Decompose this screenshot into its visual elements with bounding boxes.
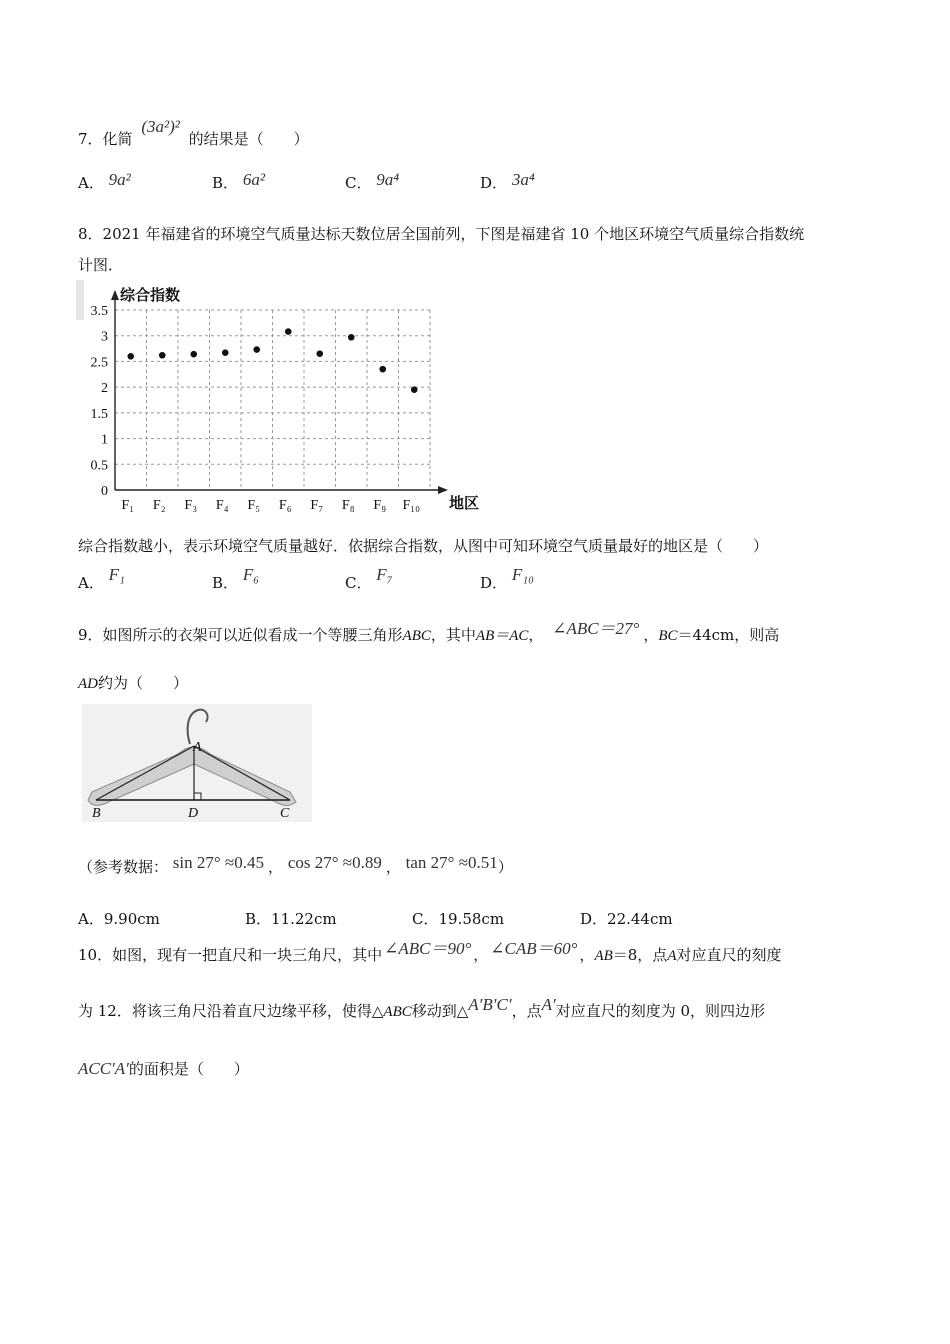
q10-stem-line1: 10．如图，现有一把直尺和一块三角尺，其中 ∠ABC＝90° ， ∠CAB＝60° ，AB＝8，点A对应直尺的刻度 <box>78 939 782 964</box>
scan-edge <box>76 280 84 320</box>
data-point <box>348 334 355 341</box>
data-point <box>316 350 323 357</box>
q7-option-a[interactable]: A． 9a² <box>78 170 131 192</box>
label-b: B <box>92 806 101 821</box>
q7-option-c[interactable]: C． 9a⁴ <box>345 170 400 192</box>
y-tick-label: 2 <box>101 381 108 397</box>
x-tick-label: F₁₀ <box>402 498 421 513</box>
q7-option-b[interactable]: B． 6a² <box>212 170 265 192</box>
label-a: A <box>193 740 202 755</box>
x-tick-label: F₁ <box>121 498 135 513</box>
y-tick-label: 0.5 <box>90 458 108 474</box>
x-tick-label: F₉ <box>373 498 387 513</box>
data-point <box>190 351 197 358</box>
y-tick-label: 0 <box>101 484 108 499</box>
data-point <box>222 349 229 356</box>
x-axis-arrow <box>438 486 448 494</box>
data-point <box>379 366 386 373</box>
q7-option-d[interactable]: D． 3a⁴ <box>480 170 535 192</box>
q10-stem-line2: 为 12．将该三角尺沿着直尺边缘平移，使得△ABC移动到△A′B′C′，点A′对应直尺的刻度为 0，则四边形 <box>78 995 766 1020</box>
y-tick-label: 2.5 <box>90 355 108 371</box>
data-point <box>159 352 166 359</box>
x-tick-label: F₅ <box>247 498 261 513</box>
chart-yticks <box>91 304 109 499</box>
q9-option-c[interactable]: C．19.58cm <box>412 910 505 928</box>
q7-stem: 7．化简 (3a²)² 的结果是（ ） <box>78 117 309 148</box>
q9-angle: ∠ABC＝27° <box>552 619 640 638</box>
q8-option-a[interactable]: A． F₁ <box>78 565 125 592</box>
q8-option-c[interactable]: C． F₇ <box>345 565 393 592</box>
q9-option-a[interactable]: A．9.90cm <box>78 910 160 928</box>
q9-reference-data: （参考数据： sin 27° ≈0.45 ， cos 27° ≈0.89 ， tan 27° ≈0.51） <box>78 853 513 876</box>
q8-stem-line2: 计图． <box>78 256 124 274</box>
x-tick-label: F₇ <box>310 498 324 513</box>
q8-option-d[interactable]: D． F₁₀ <box>480 565 535 592</box>
chart-xticks <box>121 498 420 513</box>
q9-stem-line2: AD约为（ ） <box>78 674 189 692</box>
label-d: D <box>188 806 199 821</box>
y-tick-label: 1 <box>101 432 108 448</box>
data-point <box>411 386 418 393</box>
x-tick-label: F₆ <box>278 498 292 513</box>
hanger-figure <box>82 704 312 822</box>
x-tick-label: F₃ <box>184 498 198 513</box>
q9-option-b[interactable]: B．11.22cm <box>245 910 337 928</box>
chart-grid <box>115 310 430 490</box>
data-point <box>285 328 292 335</box>
q9-stem-line1: 9．如图所示的衣架可以近似看成一个等腰三角形ABC，其中AB＝AC， ∠ABC＝27° ，BC＝44cm，则高 <box>78 619 780 644</box>
data-point <box>127 353 134 360</box>
y-tick-label: 3 <box>101 329 108 345</box>
q9-option-d[interactable]: D．22.44cm <box>580 910 673 928</box>
air-quality-chart <box>76 280 496 518</box>
x-tick-label: F₂ <box>152 498 166 513</box>
x-tick-label: F₈ <box>341 498 355 513</box>
y-tick-label: 3.5 <box>90 304 108 319</box>
chart-xlabel: 地区 <box>449 496 480 512</box>
data-point <box>253 346 260 353</box>
q8-after-text: 综合指数越小，表示环境空气质量越好．依据综合指数，从图中可知环境空气质量最好的地区是（ ） <box>78 537 769 555</box>
x-tick-label: F₄ <box>215 498 229 513</box>
q8-option-b[interactable]: B． F₆ <box>212 565 260 592</box>
q10-stem-line3: ACC′A′的面积是（ ） <box>78 1059 249 1078</box>
q7-expression: (3a²)² <box>141 117 180 136</box>
y-tick-label: 1.5 <box>90 406 108 422</box>
q8-stem-line1: 8．2021 年福建省的环境空气质量达标天数位居全国前列，下图是福建省 10 个地区环境空气质量综合指数统 <box>78 225 805 243</box>
y-axis-arrow <box>111 290 119 300</box>
chart-ylabel: 综合指数 <box>120 288 181 304</box>
label-c: C <box>280 806 290 821</box>
